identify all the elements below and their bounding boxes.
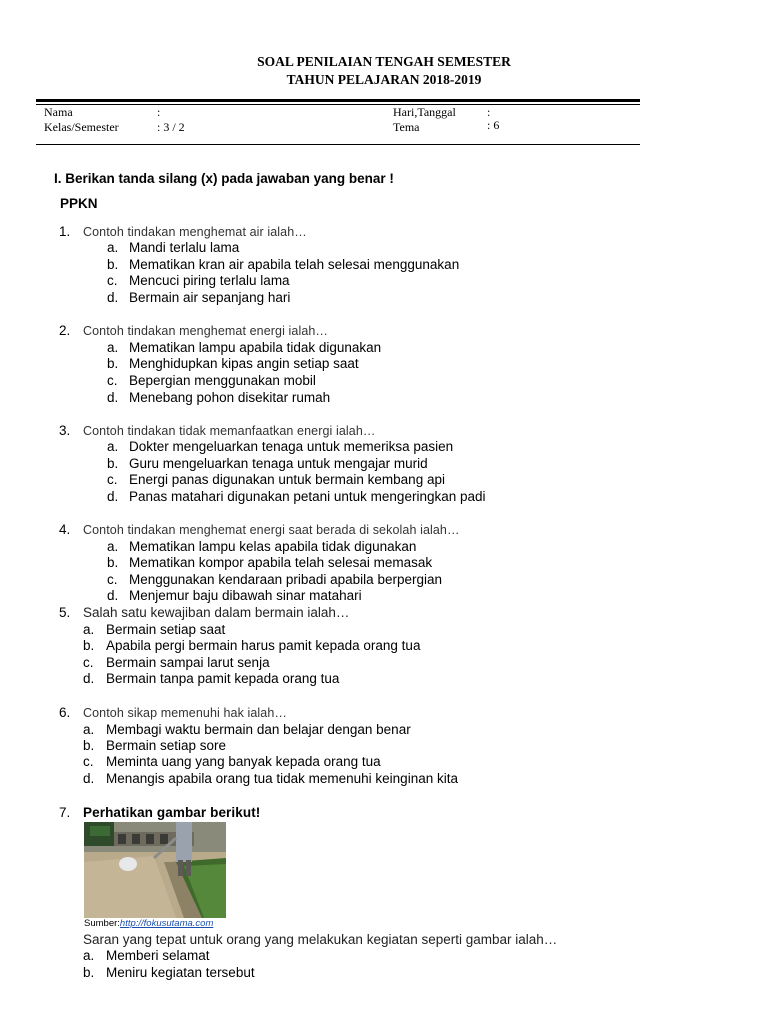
exam-year: TAHUN PELAJARAN 2018-2019 <box>286 72 482 87</box>
question-number: 1. <box>59 224 71 239</box>
option-letter: b. <box>107 356 119 371</box>
option-text: Menggunakan kendaraan pribadi apabila berpergian <box>129 572 442 587</box>
option-letter: b. <box>107 555 119 570</box>
option-text: Mematikan lampu apabila tidak digunakan <box>129 340 382 355</box>
option-text: Mandi terlalu lama <box>129 240 240 255</box>
kelas-semester-label: Kelas/Semester <box>44 120 119 134</box>
option-letter: a. <box>83 722 95 737</box>
question-text: Contoh tindakan tidak memanfaatkan energi ialah… <box>83 424 376 438</box>
image-source <box>84 918 213 929</box>
option-text: Energi panas digunakan untuk bermain kembang api <box>129 472 445 487</box>
option-text: Membagi waktu bermain dan belajar dengan benar <box>106 722 411 737</box>
question-text: Contoh tindakan menghemat energi saat berada di sekolah ialah… <box>83 523 460 537</box>
option-letter: c. <box>107 373 118 388</box>
option-text: Mencuci piring terlalu lama <box>129 273 290 288</box>
option-text: Menjemur baju dibawah sinar matahari <box>129 588 362 603</box>
option-text: Memberi selamat <box>106 948 210 963</box>
question-number: 4. <box>59 522 71 537</box>
option-letter: b. <box>107 257 119 272</box>
option-letter: d. <box>107 390 119 405</box>
option-letter: c. <box>107 572 118 587</box>
option-letter: c. <box>107 273 118 288</box>
image-source-link[interactable]: http://fokusutama.com <box>119 918 214 929</box>
option-letter: d. <box>83 771 95 786</box>
exam-title: SOAL PENILAIAN TENGAH SEMESTER <box>257 54 511 69</box>
option-letter: c. <box>83 655 94 670</box>
question-text: Contoh tindakan menghemat energi ialah… <box>83 324 329 338</box>
option-text: Bermain setiap sore <box>106 738 227 753</box>
question-followup-text: Saran yang tepat untuk orang yang melakukan kegiatan seperti gambar ialah… <box>83 932 558 947</box>
option-text: Guru mengeluarkan tenaga untuk mengajar murid <box>129 456 428 471</box>
question-text: Contoh tindakan menghemat air ialah… <box>83 225 307 239</box>
option-text: Panas matahari digunakan petani untuk mengeringkan padi <box>129 489 486 504</box>
option-letter: d. <box>107 588 119 603</box>
option-letter: a. <box>83 622 95 637</box>
canal-photo-image <box>84 822 226 918</box>
instruction: I. Berikan tanda silang (x) pada jawaban yang benar ! <box>54 171 394 186</box>
option-letter: d. <box>107 489 119 504</box>
tema-label: Tema <box>393 120 420 134</box>
question-number: 7. <box>59 805 71 820</box>
question-number: 5. <box>59 605 71 620</box>
option-text: Menebang pohon disekitar rumah <box>129 390 331 405</box>
subject-title: PPKN <box>60 196 98 211</box>
option-text: Dokter mengeluarkan tenaga untuk memeriksa pasien <box>129 439 454 454</box>
question-text: Salah satu kewajiban dalam bermain ialah… <box>83 605 350 620</box>
kelas-semester-value: : 3 / 2 <box>157 120 185 134</box>
option-text: Meminta uang yang banyak kepada orang tua <box>106 754 381 769</box>
option-letter: a. <box>107 340 119 355</box>
option-text: Mematikan lampu kelas apabila tidak digunakan <box>129 539 417 554</box>
hari-tanggal-label: Hari,Tanggal <box>393 105 456 119</box>
option-letter: a. <box>107 539 119 554</box>
header-top-rule <box>36 99 640 102</box>
option-text: Bermain air sepanjang hari <box>129 290 291 305</box>
option-letter: d. <box>83 671 95 686</box>
header-bottom-rule <box>36 144 640 145</box>
option-text: Bermain sampai larut senja <box>106 655 270 670</box>
header-top-rule-thin <box>36 104 640 105</box>
nama-label: Nama <box>44 105 73 119</box>
nama-value: : <box>157 105 161 119</box>
question-text: Perhatikan gambar berikut! <box>83 805 261 820</box>
question-text: Contoh sikap memenuhi hak ialah… <box>83 706 288 720</box>
option-letter: b. <box>83 638 95 653</box>
question-number: 2. <box>59 323 71 338</box>
option-letter: b. <box>83 965 95 980</box>
option-letter: d. <box>107 290 119 305</box>
option-letter: c. <box>107 472 118 487</box>
option-text: Mematikan kran air apabila telah selesai menggunakan <box>129 257 460 272</box>
option-text: Bermain tanpa pamit kepada orang tua <box>106 671 340 686</box>
option-text: Menghidupkan kipas angin setiap saat <box>129 356 359 371</box>
option-text: Bermain setiap saat <box>106 622 226 637</box>
canal-photo <box>84 822 226 918</box>
option-text: Mematikan kompor apabila telah selesai memasak <box>129 555 433 570</box>
hari-tanggal-value: : <box>487 105 491 119</box>
tema-value: : 6 <box>487 118 500 132</box>
option-text: Menangis apabila orang tua tidak memenuhi keinginan kita <box>106 771 458 786</box>
option-letter: a. <box>107 439 119 454</box>
question-number: 3. <box>59 423 71 438</box>
option-letter: a. <box>107 240 119 255</box>
image-source-label: Sumber: <box>84 918 120 929</box>
option-text: Bepergian menggunakan mobil <box>129 373 316 388</box>
question-number: 6. <box>59 705 71 720</box>
option-text: Apabila pergi bermain harus pamit kepada orang tua <box>106 638 421 653</box>
option-letter: b. <box>83 738 95 753</box>
option-letter: a. <box>83 948 95 963</box>
option-letter: b. <box>107 456 119 471</box>
option-text: Meniru kegiatan tersebut <box>106 965 255 980</box>
option-letter: c. <box>83 754 94 769</box>
